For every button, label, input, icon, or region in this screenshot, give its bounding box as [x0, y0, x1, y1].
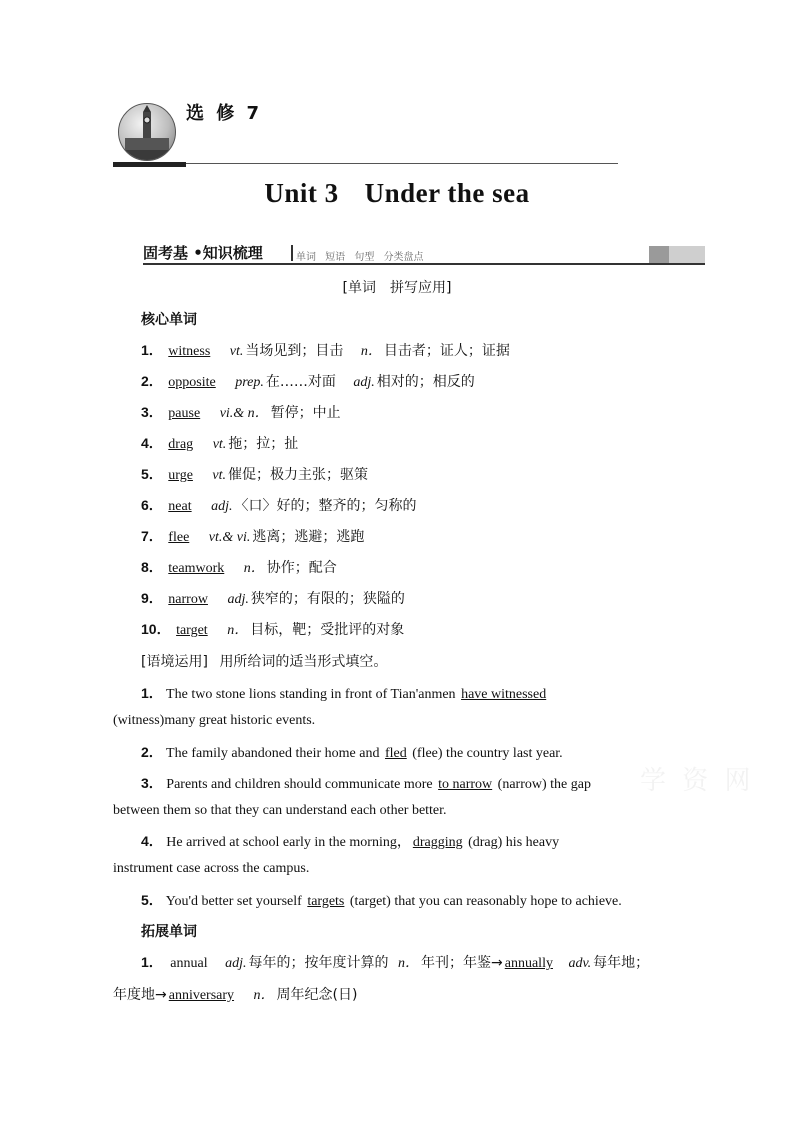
word: teamwork — [168, 561, 225, 576]
section-rule — [143, 263, 705, 265]
answer: targets — [307, 894, 345, 909]
extended-words-label: 拓展单词 — [141, 924, 197, 940]
section-tags — [296, 248, 430, 263]
exercise-item: 5． You'd better set yourself targets (target) that you can reasonably hope to achieve. — [141, 892, 622, 909]
word-item: 7． flee vt.& vi. 逃离；逃避；逃跑 — [141, 528, 365, 545]
title-unit: Unit 3 — [264, 178, 339, 208]
context-use-heading — [141, 651, 387, 671]
header-rule-thick — [113, 162, 186, 167]
subheading: [单词 拼写应用] — [342, 280, 452, 296]
watermark: 学 资 网 — [640, 766, 755, 796]
word: witness — [168, 344, 211, 359]
tag-sentences: 句型 — [354, 252, 375, 263]
exercise-item: 1． The two stone lions standing in front of Tian'anmen have witnessed — [141, 685, 547, 702]
answer: fled — [384, 746, 407, 761]
word: urge — [168, 468, 193, 483]
extended-word-item: 1． annual adj. 每年的；按年度计算的 n． 年刊；年鉴→ annually adv. 每年地； — [141, 954, 650, 971]
word: narrow — [168, 592, 208, 607]
answer: have witnessed — [461, 687, 547, 702]
exercise-item: 3． Parents and children should communicate more to narrow (narrow) the gap — [141, 775, 591, 792]
word: pause — [168, 406, 201, 421]
word-item: 8． teamwork n． 协作；配合 — [141, 559, 337, 576]
section-box-light — [669, 246, 705, 263]
answer: to narrow — [438, 777, 493, 792]
answer: annually — [504, 956, 553, 971]
exercise-item: 2． The family abandoned their home and fled (flee) the country last year. — [141, 744, 563, 761]
answer: dragging — [412, 835, 463, 850]
section-heading: 固考基 •知识梳理 — [143, 244, 263, 262]
word-item: 6． neat adj. 〈口〉好的；整齐的；匀称的 — [141, 497, 417, 514]
exercise-continuation: instrument case across the campus. — [113, 861, 310, 876]
page-title — [0, 178, 794, 209]
word-item: 5． urge vt. 催促；极力主张；驱策 — [141, 466, 369, 483]
exercise-continuation: (witness)many great historic events. — [113, 713, 316, 728]
extended-word-continuation: 年度地→ anniversary n． 周年纪念(日) — [113, 987, 358, 1003]
title-topic: Under the sea — [364, 178, 530, 208]
header-rule-thin — [186, 163, 618, 164]
word-item: 3． pause vi.& n． 暂停；中止 — [141, 404, 341, 421]
word: neat — [168, 499, 192, 514]
word: annual — [170, 956, 208, 971]
core-words-label: 核心单词 — [141, 312, 197, 328]
big-ben-logo-icon — [118, 103, 176, 161]
word-item: 10． target n． 目标，靶；受批评的对象 — [141, 621, 405, 638]
context-use-instruction: 用所给词的适当形式填空。 — [219, 654, 388, 670]
exercise-continuation: between them so that they can understand each other better. — [113, 803, 447, 818]
word: target — [176, 623, 208, 638]
word-item: 2． opposite prep. 在……对面 adj. 相对的；相反的 — [141, 373, 475, 390]
context-use-label: [语境运用] — [141, 654, 208, 670]
word: opposite — [168, 375, 216, 390]
tag-words: 单词 — [296, 252, 316, 263]
answer: anniversary — [168, 988, 235, 1003]
section-box-dark — [649, 246, 669, 263]
unit-label: 选 修 7 — [186, 103, 263, 124]
word-item: 9． narrow adj. 狭窄的；有限的；狭隘的 — [141, 590, 405, 607]
word: drag — [168, 437, 194, 452]
word-item: 4． drag vt. 拖；拉；扯 — [141, 435, 299, 452]
word: flee — [168, 530, 190, 545]
word-item: 1． witness vt. 当场见到；目击 n． 目击者；证人；证据 — [141, 342, 510, 359]
tag-classified: 分类盘点 — [383, 252, 424, 263]
section-divider — [291, 245, 293, 261]
tag-phrases: 短语 — [325, 252, 346, 263]
exercise-item: 4． He arrived at school early in the morning， dragging (drag) his heavy — [141, 833, 560, 850]
